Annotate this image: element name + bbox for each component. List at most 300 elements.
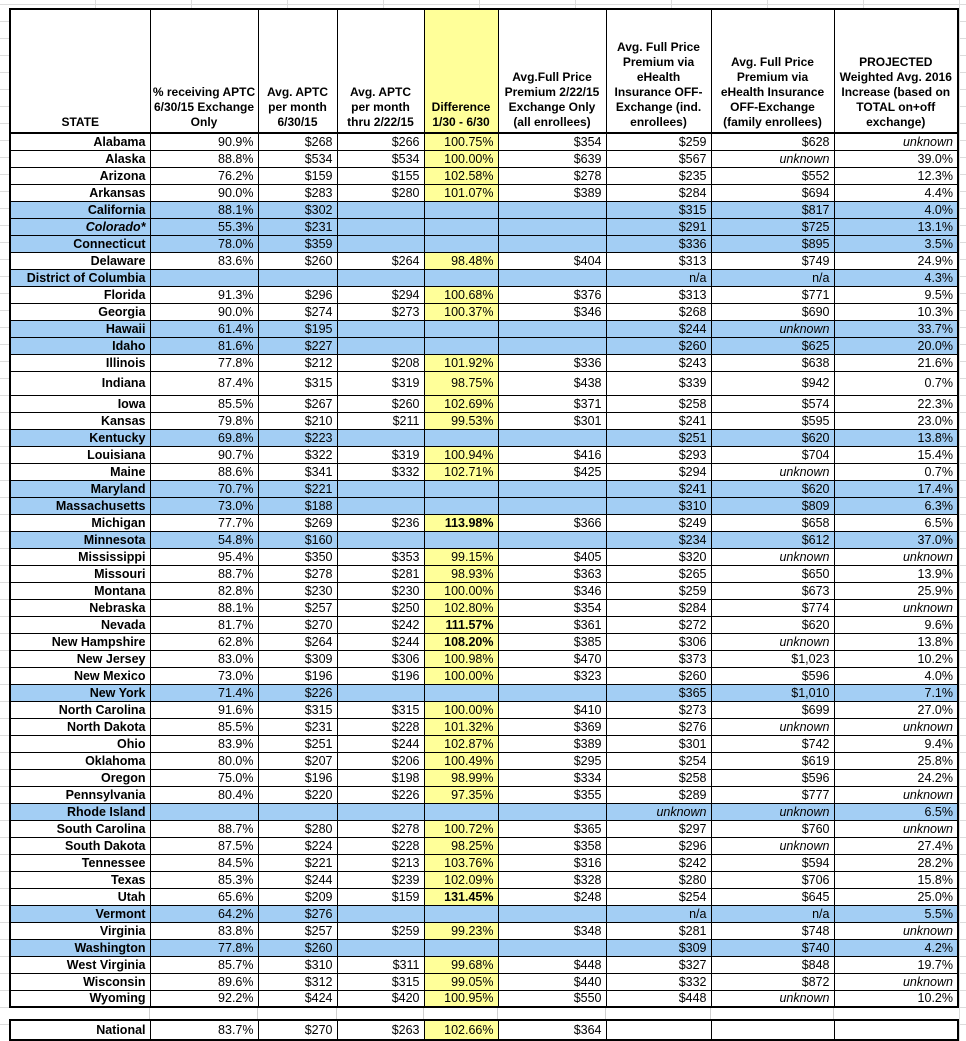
avg-aptc-630-cell: $309 [258, 650, 337, 667]
full-price-exchange-cell: $448 [498, 956, 606, 973]
avg-aptc-630-cell: $231 [258, 218, 337, 235]
state-cell: New York [10, 684, 150, 701]
state-cell: Texas [10, 871, 150, 888]
ehealth-family-cell: $704 [711, 446, 834, 463]
projected-increase-cell: 4.0% [834, 667, 958, 684]
pct-receiving-aptc-cell: 64.2% [150, 905, 258, 922]
full-price-exchange-cell: $348 [498, 922, 606, 939]
ehealth-individual-cell: $373 [606, 650, 711, 667]
full-price-exchange-cell: $425 [498, 463, 606, 480]
ehealth-family-cell: $658 [711, 514, 834, 531]
pct-receiving-aptc-cell: 91.3% [150, 286, 258, 303]
avg-aptc-222-cell: $315 [337, 973, 424, 990]
ehealth-individual-cell: $336 [606, 235, 711, 252]
projected-increase-cell: 13.9% [834, 565, 958, 582]
state-cell: Missouri [10, 565, 150, 582]
state-cell: Oklahoma [10, 752, 150, 769]
state-cell: Indiana [10, 371, 150, 395]
difference-cell: 99.23% [424, 922, 498, 939]
state-cell: Colorado* [10, 218, 150, 235]
pct-receiving-aptc-cell: 88.8% [150, 150, 258, 167]
ehealth-family-cell: $848 [711, 956, 834, 973]
ehealth-individual-cell: $244 [606, 320, 711, 337]
avg-aptc-630-cell [258, 803, 337, 820]
ehealth-individual-cell: $293 [606, 446, 711, 463]
table-row [10, 820, 958, 837]
difference-cell: 100.49% [424, 752, 498, 769]
projected-increase-cell: 7.1% [834, 684, 958, 701]
state-cell: Ohio [10, 735, 150, 752]
table-row [10, 395, 958, 412]
ehealth-individual-cell: $272 [606, 616, 711, 633]
pct-receiving-aptc-cell [150, 803, 258, 820]
ehealth-individual-cell: $243 [606, 354, 711, 371]
avg-aptc-222-cell: $196 [337, 667, 424, 684]
ehealth-individual-cell: $284 [606, 184, 711, 201]
difference-cell: 100.94% [424, 446, 498, 463]
table-row [10, 412, 958, 429]
national-difference: 102.66% [424, 1020, 498, 1040]
state-cell: Iowa [10, 395, 150, 412]
ehealth-family-cell: $620 [711, 429, 834, 446]
state-cell: South Carolina [10, 820, 150, 837]
difference-cell [424, 218, 498, 235]
header-pct-receiving-aptc: % receiving APTC 6/30/15 Exchange Only [150, 9, 258, 133]
ehealth-individual-cell: $276 [606, 718, 711, 735]
projected-increase-cell: 4.4% [834, 184, 958, 201]
state-cell: Utah [10, 888, 150, 905]
state-cell: Michigan [10, 514, 150, 531]
ehealth-family-cell: unknown [711, 548, 834, 565]
ehealth-family-cell: unknown [711, 803, 834, 820]
projected-increase-cell: 10.2% [834, 650, 958, 667]
pct-receiving-aptc-cell: 90.0% [150, 303, 258, 320]
projected-increase-cell: 15.8% [834, 871, 958, 888]
table-row [10, 735, 958, 752]
difference-cell: 98.25% [424, 837, 498, 854]
projected-increase-cell: 0.7% [834, 463, 958, 480]
projected-increase-cell: unknown [834, 133, 958, 150]
table-row [10, 752, 958, 769]
pct-receiving-aptc-cell: 83.9% [150, 735, 258, 752]
full-price-exchange-cell: $334 [498, 769, 606, 786]
state-cell: Tennessee [10, 854, 150, 871]
projected-increase-cell: 28.2% [834, 854, 958, 871]
projected-increase-cell: 22.3% [834, 395, 958, 412]
state-cell: Delaware [10, 252, 150, 269]
projected-increase-cell: unknown [834, 718, 958, 735]
full-price-exchange-cell: $365 [498, 820, 606, 837]
ehealth-family-cell: $872 [711, 973, 834, 990]
ehealth-family-cell: $552 [711, 167, 834, 184]
table-row [10, 667, 958, 684]
ehealth-individual-cell: unknown [606, 803, 711, 820]
avg-aptc-222-cell: $353 [337, 548, 424, 565]
state-cell: Connecticut [10, 235, 150, 252]
ehealth-individual-cell: $234 [606, 531, 711, 548]
table-row [10, 167, 958, 184]
full-price-exchange-cell: $328 [498, 871, 606, 888]
ehealth-family-cell: $817 [711, 201, 834, 218]
state-cell: New Hampshire [10, 633, 150, 650]
ehealth-family-cell: $625 [711, 337, 834, 354]
avg-aptc-630-cell: $231 [258, 718, 337, 735]
avg-aptc-222-cell: $264 [337, 252, 424, 269]
full-price-exchange-cell: $550 [498, 990, 606, 1007]
avg-aptc-630-cell: $196 [258, 769, 337, 786]
avg-aptc-222-cell: $294 [337, 286, 424, 303]
state-cell: Minnesota [10, 531, 150, 548]
ehealth-family-cell: unknown [711, 718, 834, 735]
ehealth-individual-cell: $254 [606, 752, 711, 769]
avg-aptc-630-cell: $260 [258, 252, 337, 269]
pct-receiving-aptc-cell: 83.0% [150, 650, 258, 667]
difference-cell [424, 684, 498, 701]
ehealth-individual-cell: $259 [606, 133, 711, 150]
table-row [10, 939, 958, 956]
avg-aptc-222-cell: $159 [337, 888, 424, 905]
ehealth-family-cell: $595 [711, 412, 834, 429]
pct-receiving-aptc-cell: 61.4% [150, 320, 258, 337]
avg-aptc-630-cell: $251 [258, 735, 337, 752]
table-row [10, 320, 958, 337]
full-price-exchange-cell: $295 [498, 752, 606, 769]
pct-receiving-aptc-cell: 80.0% [150, 752, 258, 769]
difference-cell: 98.75% [424, 371, 498, 395]
full-price-exchange-cell [498, 320, 606, 337]
national-pct-receiving-aptc: 83.7% [150, 1020, 258, 1040]
difference-cell: 100.00% [424, 701, 498, 718]
projected-increase-cell: 13.8% [834, 429, 958, 446]
ehealth-family-cell: $942 [711, 371, 834, 395]
ehealth-individual-cell: $365 [606, 684, 711, 701]
avg-aptc-222-cell: $206 [337, 752, 424, 769]
difference-cell [424, 497, 498, 514]
difference-cell [424, 531, 498, 548]
full-price-exchange-cell [498, 218, 606, 235]
header-avg-aptc-630: Avg. APTC per month 6/30/15 [258, 9, 337, 133]
difference-cell [424, 803, 498, 820]
pct-receiving-aptc-cell: 89.6% [150, 973, 258, 990]
pct-receiving-aptc-cell: 83.6% [150, 252, 258, 269]
avg-aptc-630-cell: $220 [258, 786, 337, 803]
full-price-exchange-cell: $639 [498, 150, 606, 167]
full-price-exchange-cell: $369 [498, 718, 606, 735]
avg-aptc-222-cell: $213 [337, 854, 424, 871]
table-row [10, 446, 958, 463]
full-price-exchange-cell [498, 905, 606, 922]
full-price-exchange-cell [498, 429, 606, 446]
avg-aptc-630-cell: $209 [258, 888, 337, 905]
difference-cell: 100.72% [424, 820, 498, 837]
state-cell: Rhode Island [10, 803, 150, 820]
full-price-exchange-cell: $346 [498, 582, 606, 599]
table-row [10, 269, 958, 286]
ehealth-individual-cell: $273 [606, 701, 711, 718]
projected-increase-cell: 15.4% [834, 446, 958, 463]
national-label: National [10, 1020, 150, 1040]
projected-increase-cell: 0.7% [834, 371, 958, 395]
avg-aptc-222-cell: $315 [337, 701, 424, 718]
ehealth-family-cell: $594 [711, 854, 834, 871]
ehealth-individual-cell: $339 [606, 371, 711, 395]
pct-receiving-aptc-cell: 88.1% [150, 599, 258, 616]
difference-cell: 99.53% [424, 412, 498, 429]
avg-aptc-222-cell [337, 531, 424, 548]
pct-receiving-aptc-cell: 71.4% [150, 684, 258, 701]
avg-aptc-630-cell: $315 [258, 701, 337, 718]
avg-aptc-222-cell: $332 [337, 463, 424, 480]
pct-receiving-aptc-cell: 92.2% [150, 990, 258, 1007]
ehealth-family-cell: $740 [711, 939, 834, 956]
avg-aptc-630-cell: $268 [258, 133, 337, 150]
ehealth-family-cell: $620 [711, 616, 834, 633]
difference-cell [424, 480, 498, 497]
avg-aptc-222-cell [337, 939, 424, 956]
difference-cell: 100.95% [424, 990, 498, 1007]
full-price-exchange-cell: $416 [498, 446, 606, 463]
state-cell: Louisiana [10, 446, 150, 463]
projected-increase-cell: 25.0% [834, 888, 958, 905]
projected-increase-cell: 23.0% [834, 412, 958, 429]
ehealth-family-cell: $774 [711, 599, 834, 616]
ehealth-individual-cell: $284 [606, 599, 711, 616]
avg-aptc-222-cell: $211 [337, 412, 424, 429]
pct-receiving-aptc-cell: 69.8% [150, 429, 258, 446]
ehealth-individual-cell: $259 [606, 582, 711, 599]
national-avg-aptc-222: $263 [337, 1020, 424, 1040]
difference-cell: 99.68% [424, 956, 498, 973]
national-full-price-exchange: $364 [498, 1020, 606, 1040]
difference-cell [424, 905, 498, 922]
pct-receiving-aptc-cell: 81.7% [150, 616, 258, 633]
avg-aptc-630-cell: $264 [258, 633, 337, 650]
table-row [10, 769, 958, 786]
projected-increase-cell: unknown [834, 599, 958, 616]
projected-increase-cell: 27.0% [834, 701, 958, 718]
ehealth-individual-cell: $310 [606, 497, 711, 514]
avg-aptc-630-cell: $269 [258, 514, 337, 531]
state-cell: Maryland [10, 480, 150, 497]
projected-increase-cell: 5.5% [834, 905, 958, 922]
state-cell: South Dakota [10, 837, 150, 854]
projected-increase-cell: 10.2% [834, 990, 958, 1007]
avg-aptc-222-cell: $155 [337, 167, 424, 184]
ehealth-family-cell: $628 [711, 133, 834, 150]
ehealth-family-cell: unknown [711, 633, 834, 650]
state-cell: Montana [10, 582, 150, 599]
full-price-exchange-cell: $470 [498, 650, 606, 667]
ehealth-family-cell: $645 [711, 888, 834, 905]
avg-aptc-222-cell [337, 218, 424, 235]
ehealth-family-cell: $895 [711, 235, 834, 252]
header-difference: Difference 1/30 - 6/30 [424, 9, 498, 133]
pct-receiving-aptc-cell: 76.2% [150, 167, 258, 184]
pct-receiving-aptc-cell: 85.7% [150, 956, 258, 973]
full-price-exchange-cell [498, 497, 606, 514]
avg-aptc-630-cell: $210 [258, 412, 337, 429]
pct-receiving-aptc-cell: 77.7% [150, 514, 258, 531]
avg-aptc-222-cell [337, 905, 424, 922]
table-row [10, 531, 958, 548]
avg-aptc-630-cell: $221 [258, 480, 337, 497]
avg-aptc-630-cell: $226 [258, 684, 337, 701]
difference-cell: 101.07% [424, 184, 498, 201]
table-row [10, 803, 958, 820]
full-price-exchange-cell: $346 [498, 303, 606, 320]
national-avg-aptc-630: $270 [258, 1020, 337, 1040]
states-tbody [10, 133, 958, 1007]
full-price-exchange-cell: $323 [498, 667, 606, 684]
state-cell: Arizona [10, 167, 150, 184]
avg-aptc-630-cell: $322 [258, 446, 337, 463]
pct-receiving-aptc-cell: 81.6% [150, 337, 258, 354]
ehealth-individual-cell: $320 [606, 548, 711, 565]
avg-aptc-222-cell: $319 [337, 371, 424, 395]
table-row [10, 701, 958, 718]
avg-aptc-630-cell: $224 [258, 837, 337, 854]
avg-aptc-630-cell: $244 [258, 871, 337, 888]
state-cell: Kentucky [10, 429, 150, 446]
ehealth-family-cell: $771 [711, 286, 834, 303]
ehealth-family-cell: $742 [711, 735, 834, 752]
difference-cell: 102.69% [424, 395, 498, 412]
full-price-exchange-cell [498, 480, 606, 497]
full-price-exchange-cell [498, 337, 606, 354]
ehealth-individual-cell: $241 [606, 480, 711, 497]
table-row [10, 718, 958, 735]
state-cell: Oregon [10, 769, 150, 786]
ehealth-family-cell: $620 [711, 480, 834, 497]
state-cell: Nebraska [10, 599, 150, 616]
avg-aptc-630-cell: $196 [258, 667, 337, 684]
header-avg-aptc-222: Avg. APTC per month thru 2/22/15 [337, 9, 424, 133]
avg-aptc-222-cell: $250 [337, 599, 424, 616]
blank-gap-row [9, 1008, 957, 1019]
national-ehealth-family [711, 1020, 834, 1040]
avg-aptc-222-cell: $242 [337, 616, 424, 633]
difference-cell [424, 429, 498, 446]
avg-aptc-222-cell [337, 235, 424, 252]
difference-cell: 102.09% [424, 871, 498, 888]
avg-aptc-630-cell: $230 [258, 582, 337, 599]
pct-receiving-aptc-cell: 75.0% [150, 769, 258, 786]
table-row [10, 463, 958, 480]
projected-increase-cell: unknown [834, 548, 958, 565]
ehealth-family-cell: $612 [711, 531, 834, 548]
premium-table [9, 8, 959, 1008]
pct-receiving-aptc-cell: 87.4% [150, 371, 258, 395]
header-row [10, 9, 958, 133]
full-price-exchange-cell: $438 [498, 371, 606, 395]
avg-aptc-630-cell: $350 [258, 548, 337, 565]
difference-cell: 98.93% [424, 565, 498, 582]
state-cell: Wisconsin [10, 973, 150, 990]
ehealth-individual-cell: $254 [606, 888, 711, 905]
avg-aptc-630-cell: $223 [258, 429, 337, 446]
difference-cell: 99.05% [424, 973, 498, 990]
pct-receiving-aptc-cell: 73.0% [150, 497, 258, 514]
avg-aptc-222-cell [337, 269, 424, 286]
full-price-exchange-cell: $355 [498, 786, 606, 803]
table-row [10, 973, 958, 990]
state-cell: Hawaii [10, 320, 150, 337]
full-price-exchange-cell: $440 [498, 973, 606, 990]
full-price-exchange-cell: $363 [498, 565, 606, 582]
ehealth-family-cell: $650 [711, 565, 834, 582]
pct-receiving-aptc-cell: 88.1% [150, 201, 258, 218]
pct-receiving-aptc-cell: 90.0% [150, 184, 258, 201]
ehealth-individual-cell: $291 [606, 218, 711, 235]
full-price-exchange-cell [498, 939, 606, 956]
table-row [10, 684, 958, 701]
state-cell: Idaho [10, 337, 150, 354]
ehealth-family-cell: $777 [711, 786, 834, 803]
table-row [10, 633, 958, 650]
ehealth-family-cell: $749 [711, 252, 834, 269]
full-price-exchange-cell: $389 [498, 735, 606, 752]
ehealth-individual-cell: $313 [606, 252, 711, 269]
avg-aptc-630-cell [258, 269, 337, 286]
avg-aptc-630-cell: $160 [258, 531, 337, 548]
state-cell: Nevada [10, 616, 150, 633]
projected-increase-cell: 4.3% [834, 269, 958, 286]
difference-cell: 100.00% [424, 582, 498, 599]
ehealth-family-cell: unknown [711, 150, 834, 167]
projected-increase-cell: unknown [834, 973, 958, 990]
avg-aptc-630-cell: $312 [258, 973, 337, 990]
full-price-exchange-cell: $389 [498, 184, 606, 201]
pct-receiving-aptc-cell: 85.5% [150, 395, 258, 412]
ehealth-individual-cell: $258 [606, 769, 711, 786]
pct-receiving-aptc-cell: 84.5% [150, 854, 258, 871]
ehealth-individual-cell: $315 [606, 201, 711, 218]
pct-receiving-aptc-cell: 88.6% [150, 463, 258, 480]
table-row [10, 497, 958, 514]
avg-aptc-222-cell: $228 [337, 718, 424, 735]
pct-receiving-aptc-cell: 82.8% [150, 582, 258, 599]
state-cell: West Virginia [10, 956, 150, 973]
state-cell: Georgia [10, 303, 150, 320]
pct-receiving-aptc-cell: 85.3% [150, 871, 258, 888]
difference-cell: 108.20% [424, 633, 498, 650]
ehealth-family-cell: unknown [711, 837, 834, 854]
projected-increase-cell: 21.6% [834, 354, 958, 371]
difference-cell: 100.75% [424, 133, 498, 150]
ehealth-family-cell: $1,010 [711, 684, 834, 701]
state-cell: North Carolina [10, 701, 150, 718]
national-row [10, 1020, 958, 1040]
ehealth-individual-cell: $249 [606, 514, 711, 531]
projected-increase-cell: 27.4% [834, 837, 958, 854]
ehealth-family-cell: $694 [711, 184, 834, 201]
pct-receiving-aptc-cell: 95.4% [150, 548, 258, 565]
difference-cell: 101.92% [424, 354, 498, 371]
avg-aptc-630-cell: $195 [258, 320, 337, 337]
avg-aptc-222-cell: $273 [337, 303, 424, 320]
table-row [10, 837, 958, 854]
ehealth-family-cell: n/a [711, 269, 834, 286]
table-row [10, 150, 958, 167]
full-price-exchange-cell [498, 269, 606, 286]
table-row [10, 582, 958, 599]
ehealth-family-cell: $574 [711, 395, 834, 412]
ehealth-individual-cell: $235 [606, 167, 711, 184]
difference-cell: 100.00% [424, 667, 498, 684]
difference-cell: 103.76% [424, 854, 498, 871]
header-full-price-exchange: Avg.Full Price Premium 2/22/15 Exchange Only (all enrollees) [498, 9, 606, 133]
ehealth-family-cell: $706 [711, 871, 834, 888]
